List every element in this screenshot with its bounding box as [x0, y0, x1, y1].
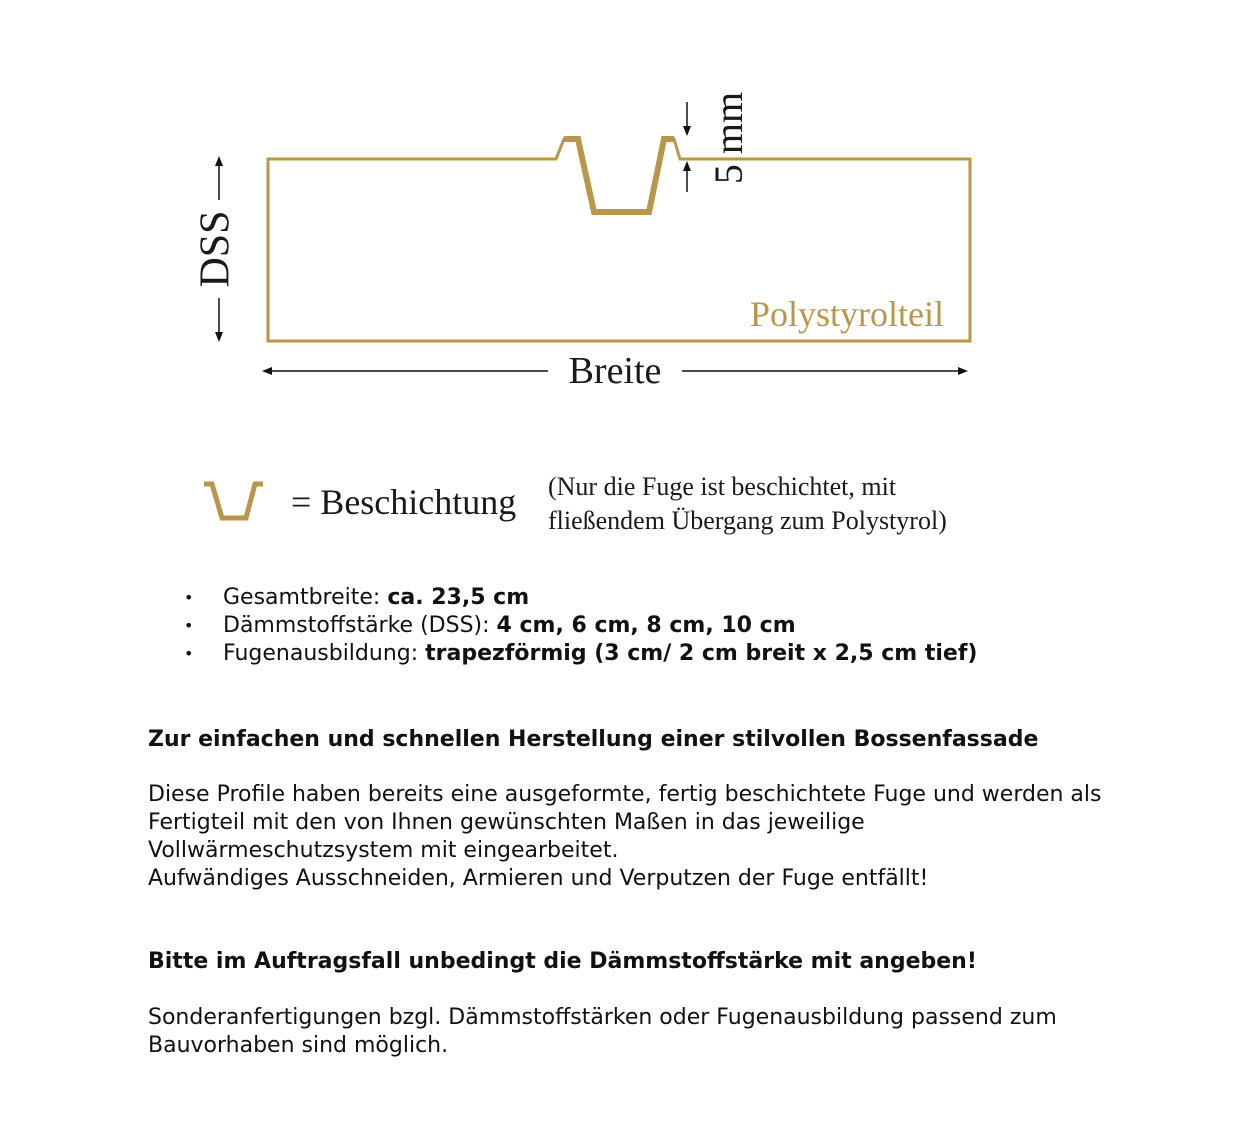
spec-item-gesamtbreite [148, 584, 1168, 612]
label-polystyrolteil: Polystyrolteil [749, 294, 944, 334]
section1-body [148, 781, 1168, 893]
spec-item-fugenausbildung [148, 640, 1168, 668]
spec-item-daemmstoffstaerke [148, 612, 1168, 640]
spec-value: 4 cm, 6 cm, 8 cm, 10 cm [496, 613, 796, 638]
section1-line: Aufwändiges Ausschneiden, Armieren und Verputzen der Fuge entfällt! [148, 866, 929, 891]
section2-line: Bauvorhaben sind möglich. [148, 1033, 449, 1058]
section2-line: Sonderanfertigungen bzgl. Dämmstoffstärken oder Fugenausbildung passend zum [148, 1005, 1057, 1030]
coating-legend-icon [204, 484, 263, 518]
label-5mm: 5 mm [706, 91, 752, 185]
legend-label: = Beschichtung [291, 482, 517, 522]
profile-diagram [0, 0, 1240, 560]
spec-value: ca. 23,5 cm [387, 585, 530, 610]
label-dss: DSS [192, 210, 239, 288]
spec-value: trapezförmig (3 cm/ 2 cm breit x 2,5 cm tief) [425, 641, 978, 666]
bullet: • [184, 644, 194, 663]
bullet: • [184, 588, 194, 607]
section2-body [148, 1004, 1168, 1060]
legend-note-line2: fließendem Übergang zum Polystyrol) [548, 506, 947, 535]
legend-note-line1: (Nur die Fuge ist beschichtet, mit [548, 472, 897, 501]
description [148, 584, 1168, 1058]
dimension-breite [262, 350, 968, 392]
dimension-5mm [683, 92, 751, 192]
bullet: • [184, 616, 194, 635]
section1-line: Vollwärmeschutzsystem mit eingearbeitet. [148, 838, 619, 863]
section2-heading: Bitte im Auftragsfall unbedingt die Dämmstoffstärke mit angeben! [148, 949, 977, 974]
spec-label: Fugenausbildung: [223, 641, 426, 666]
dimension-dss [193, 156, 239, 342]
section1-heading: Zur einfachen und schnellen Herstellung einer stilvollen Bossenfassade [148, 727, 1039, 752]
spec-label: Gesamtbreite: [223, 585, 388, 610]
spec-label: Dämmstoffstärke (DSS): [223, 613, 497, 638]
section1-line: Diese Profile haben bereits eine ausgeformte, fertig beschichtete Fuge und werden als [148, 782, 1102, 807]
label-breite: Breite [568, 350, 662, 392]
section1-line: Fertigteil mit den von Ihnen gewünschten Maßen in das jeweilige [148, 810, 865, 835]
spec-list [148, 584, 1168, 668]
coated-groove [564, 139, 674, 212]
